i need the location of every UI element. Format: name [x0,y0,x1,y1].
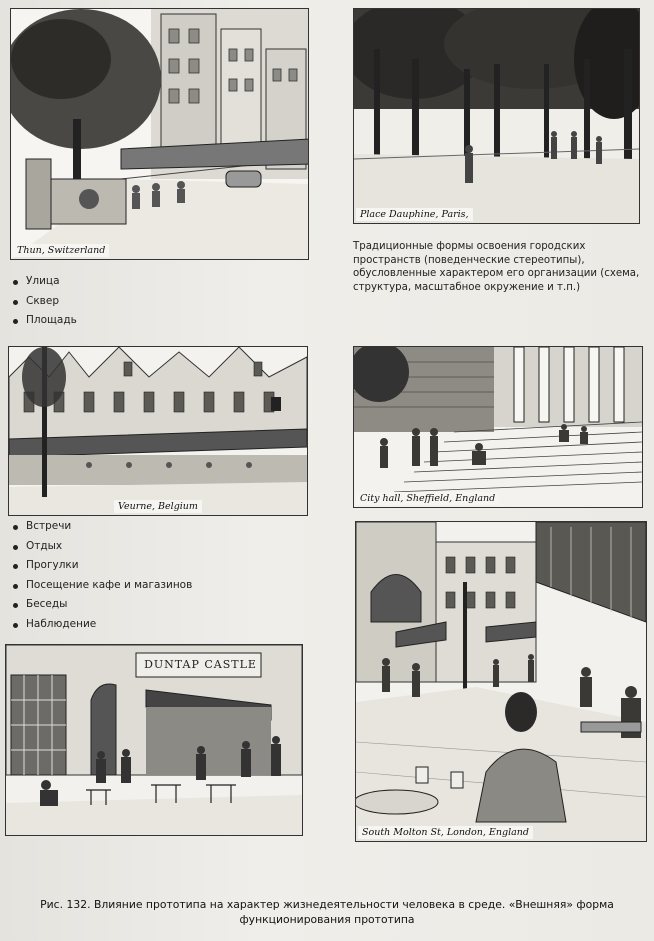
list-item: Отдых [12,537,192,557]
sketch-thun-switzerland [10,8,309,260]
caption-sheffield: City hall, Sheffield, England [356,492,499,505]
sketch-city-hall-sheffield [353,346,643,508]
caption-paris: Place Dauphine, Paris, [356,208,473,221]
list-item: Прогулки [12,556,192,576]
caption-thun: Thun, Switzerland [13,244,109,257]
figure-caption-line-1: Рис. 132. Влияние прототипа на характер жизнедеятельности человека в среде. «Внешняя» форма [40,898,614,911]
list-item: Улица [12,272,77,292]
city-hall-steps-drawing [354,347,642,507]
description-text: Традиционные формы освоения городских пространств (поведенческие стереотипы), обусловленные характером его организации (схема, структура, масштабное окружение и т.п.) [353,241,640,293]
list-item: Посещение кафе и магазинов [12,576,192,596]
sketch-veurne-belgium [8,346,308,516]
square-with-trees-drawing [354,9,639,223]
caption-london: South Molton St, London, England [358,826,533,839]
list-item: Площадь [12,311,77,331]
gabled-facades-drawing [9,347,307,515]
list-item: Наблюдение [12,615,192,635]
pedestrian-street-drawing [356,522,646,841]
list-item: Встречи [12,517,192,537]
sketch-place-dauphine-paris [353,8,640,224]
cafe-sign: DUNTAP CASTLE [144,658,257,671]
cafe-terrace-drawing [6,645,302,835]
activities-list [12,517,192,634]
street-cafe-drawing [11,9,308,259]
list-item: Сквер [12,292,77,312]
list-item: Беседы [12,595,192,615]
figure-caption-line-2: функционирования прототипа [239,913,415,926]
caption-veurne: Veurne, Belgium [114,500,202,513]
sketch-south-molton-st-london [355,521,647,842]
sketch-cafe-terrace [5,644,303,836]
spaces-list [12,272,77,331]
figure-caption [20,897,634,927]
